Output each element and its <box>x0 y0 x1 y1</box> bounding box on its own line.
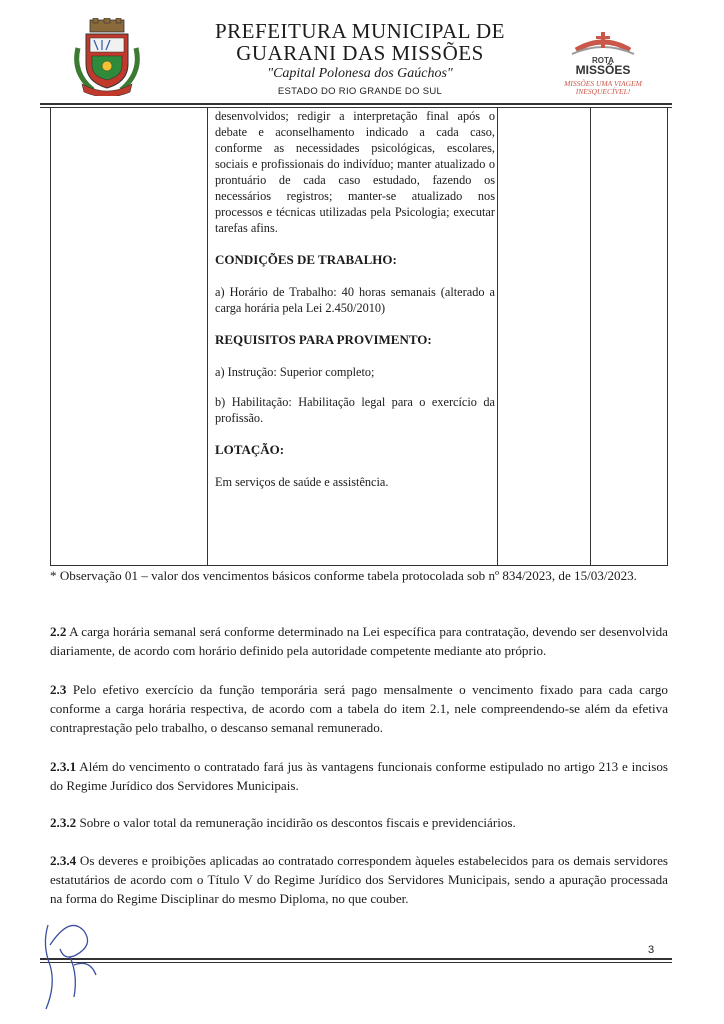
working-hours-text: a) Horário de Trabalho: 40 horas semanais (alterado a carga horária pela Lei 2.450/2010) <box>215 285 495 315</box>
header-title-line1: PREFEITURA MUNICIPAL DE <box>215 19 505 43</box>
paragraph-number: 2.3.1 <box>50 759 77 774</box>
paragraph-number: 2.3.4 <box>50 853 77 868</box>
header-motto: "Capital Polonesa dos Gaúchos" <box>267 66 453 81</box>
paragraph-number: 2.3 <box>50 682 67 697</box>
municipal-coat-of-arms-icon <box>68 18 146 96</box>
paragraph-text: Os deveres e proibições aplicadas ao contratado correspondem àqueles estabelecidos para os demais servidores estatutários de acordo com o Título V do Regime Jurídico dos Servidores Municipais, sendo a apuração processada na forma do Regime Disciplinar do mesmo Diploma, no que couber. <box>50 853 668 906</box>
observation-note: * Observação 01 – valor dos vencimentos básicos conforme tabela protocolada sob nº 834/2023, de 15/03/2023. <box>50 568 637 583</box>
table-column-divider <box>590 108 591 566</box>
placement-heading: LOTAÇÃO: <box>215 442 285 457</box>
rota-tagline <box>548 80 658 96</box>
table-description-cell <box>215 108 495 490</box>
requirements-heading: REQUISITOS PARA PROVIMENTO: <box>215 332 432 347</box>
header-title-line2: GUARANI DAS MISSÕES <box>236 41 484 65</box>
paragraph-2-3 <box>50 680 668 737</box>
working-conditions-heading: CONDIÇÕES DE TRABALHO: <box>215 252 397 267</box>
requirement-education: a) Instrução: Superior completo; <box>215 365 375 379</box>
handwritten-signature-icon <box>30 905 110 1015</box>
paragraph-2-3-1 <box>50 757 668 795</box>
paragraph-text: A carga horária semanal será conforme determinado na Lei específica para contratação, devendo ser desenvolvida diariamente, de acordo com horário definido pela autoridade competente mediante ato próprio. <box>50 624 668 658</box>
rota-label-small: ROTA <box>591 56 615 65</box>
paragraph-number: 2.3.2 <box>50 815 77 830</box>
rota-tagline-line2: INESQUECÍVEL! <box>575 87 631 96</box>
paragraph-text: Pelo efetivo exercício da função temporária será pago mensalmente o vencimento fixado para cada cargo conforme a carga horária respectiva, de acordo com a tabela do item 2.1, nele compreendendo-se além da efetiva contraprestação pelo trabalho, o descanso semanal remunerado. <box>50 682 668 735</box>
table-column-divider <box>207 108 208 566</box>
rota-tagline-line1: MISSÕES UMA VIAGEM <box>564 79 642 88</box>
paragraph-2-3-4 <box>50 851 668 908</box>
paragraph-text: Sobre o valor total da remuneração incidirão os descontos fiscais e previdenciários. <box>79 815 516 830</box>
paragraph-2-3-2 <box>50 813 668 832</box>
page-number: 3 <box>648 944 655 956</box>
header-state: ESTADO DO RIO GRANDE DO SUL <box>277 86 443 97</box>
table-column-divider <box>497 108 498 566</box>
paragraph-number: 2.2 <box>50 624 67 639</box>
footer-divider-thin <box>40 962 672 963</box>
paragraph-text: Além do vencimento o contratado fará jus às vantagens funcionais conforme estipulado no artigo 213 e incisos do Regime Jurídico dos Servidores Municipais. <box>50 759 668 793</box>
rota-label-main: MISSÕES <box>575 63 631 77</box>
footer-divider <box>40 958 672 960</box>
placement-text: Em serviços de saúde e assistência. <box>215 475 389 489</box>
duties-continuation: desenvolvidos; redigir a interpretação final após o debate e aconselhamento indicado a cada caso, conforme as necessidades psicológicas, escolares, sociais e profissionais do indivíduo; manter atualizado o prontuário de cada caso estudado, fazendo os necessários registros; manter-se atualizado nos processos e técnicas utilizadas pela Psicologia; executar tarefas afins. <box>215 109 495 235</box>
requirement-qualification: b) Habilitação: Habilitação legal para o exercício da profissão. <box>215 395 495 425</box>
paragraph-2-2 <box>50 622 668 660</box>
header-divider <box>40 103 672 105</box>
